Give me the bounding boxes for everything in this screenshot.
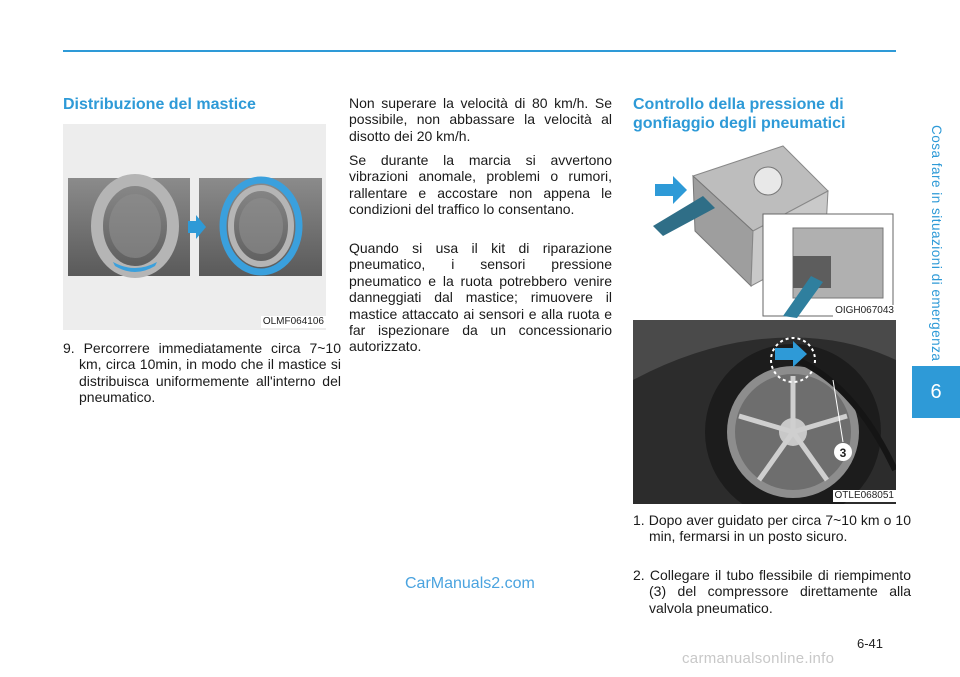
heading-line-1: Controllo della pressione di [633, 96, 844, 113]
tire-sealant-illustration [63, 124, 326, 330]
list-item-number: 1. [633, 512, 645, 528]
compressor-illustration [633, 136, 896, 318]
figure-code: OIGH067043 [835, 305, 894, 316]
paragraph-sensor-damage: Quando si usa il kit di riparazione pneumatico, i sensori pressione pneumatico e la ruota potrebbero venire danneggiati dal mastice; rimuovere il mastice attaccato ai sensori e alla ruota e far ispezionare da un concessionario autorizzato. [349, 240, 612, 355]
list-item-1 [633, 512, 911, 545]
list-item-text: Collegare il tubo flessibile di riempimento (3) del compressore direttamente alla valvola pneumatico. [649, 567, 911, 616]
list-item-text: Dopo aver guidato per circa 7~10 km o 10 min, fermarsi in un posto sicuro. [648, 512, 911, 545]
section-heading-pressure-check [633, 95, 903, 133]
tire-valve-illustration [633, 320, 896, 504]
top-rule [63, 50, 896, 52]
footer-watermark: carmanualsonline.info [682, 650, 835, 667]
paragraph-vibration-warning: Se durante la marcia si avvertono vibrazioni anomale, problemi o rumori, rallentare e accostare non appena le condizioni del traffico lo consentano. [349, 152, 612, 218]
list-item-2 [633, 567, 911, 616]
callout-3-label: 3 [839, 446, 847, 460]
list-item-number: 2. [633, 567, 645, 583]
chapter-number-tab: 6 [912, 366, 960, 418]
figure-tire-valve [633, 320, 896, 504]
heading-line-2: gonfiaggio degli pneumatici [633, 115, 846, 132]
figure-compressor [633, 136, 896, 318]
watermark-link[interactable]: CarManuals2.com [405, 575, 535, 592]
list-item-text: Percorrere immediatamente circa 7~10 km, circa 10min, in modo che il mastice si distribuisca uniformemente all'interno del pneumatico. [79, 340, 341, 406]
figure-code: OLMF064106 [262, 316, 324, 327]
figure-code: OTLE068051 [834, 490, 894, 501]
list-item-9 [63, 340, 341, 406]
chapter-side-title: Cosa fare in situazioni di emergenza [929, 125, 944, 362]
arrow-icon [655, 176, 687, 204]
paragraph-speed-limit: Non superare la velocità di 80 km/h. Se possibile, non abbassare la velocità al disotto dei 20 km/h. [349, 95, 612, 144]
list-item-number: 9. [63, 340, 75, 356]
page-number: 6-41 [857, 636, 884, 651]
figure-sealant-distribution [63, 124, 326, 330]
pressure-gauge-icon [754, 167, 782, 195]
section-heading-sealant-distribution: Distribuzione del mastice [63, 96, 256, 113]
